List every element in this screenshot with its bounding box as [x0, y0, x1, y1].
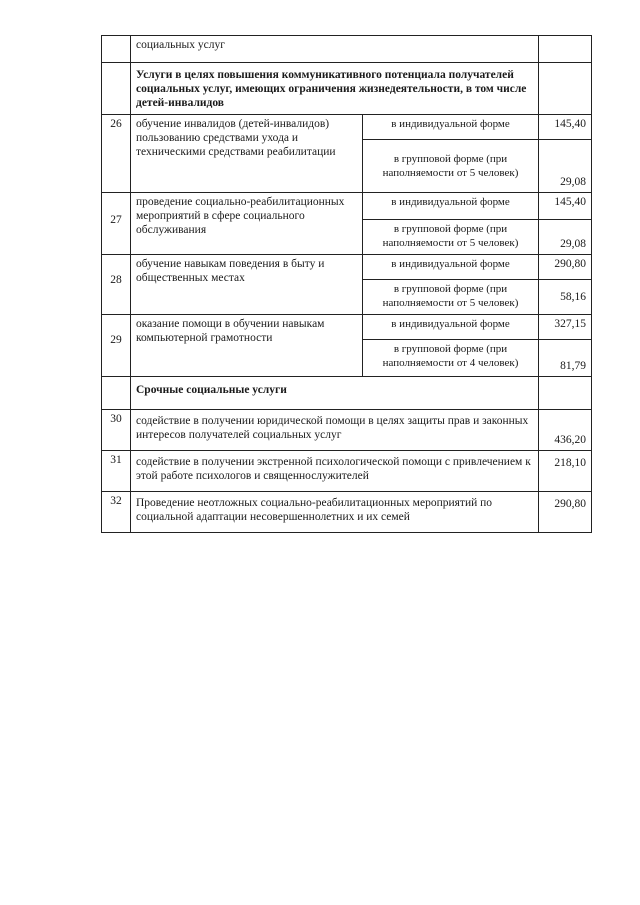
section-title-urgent: Срочные социальные услуги: [131, 377, 539, 410]
continuation-row: [102, 36, 592, 63]
row-number: 26: [102, 115, 131, 193]
section-header-row: [102, 377, 592, 410]
row-number: 27: [102, 193, 131, 255]
table-row: [102, 193, 592, 220]
table-cell-price: [539, 63, 592, 115]
form-individual: в индивидуальной форме: [363, 193, 539, 220]
table-row: [102, 315, 592, 340]
table-cell-num: [102, 63, 131, 115]
table-cell-price: [539, 377, 592, 410]
table-row: [102, 410, 592, 451]
price-individual: 290,80: [539, 255, 592, 280]
price: 218,10: [539, 451, 592, 492]
row-number: 31: [102, 451, 131, 492]
service-name: содействие в получении экстренной психологической помощи с привлечением к этой работе психологов и священнослужителей: [131, 451, 539, 492]
row-number: 29: [102, 315, 131, 377]
service-name: оказание помощи в обучении навыкам компьютерной грамотности: [131, 315, 363, 377]
service-name: обучение инвалидов (детей-инвалидов) пользованию средствами ухода и техническими средствами реабилитации: [131, 115, 363, 193]
price-group: 58,16: [539, 280, 592, 315]
form-group: в групповой форме (при наполняемости от 4 человек): [363, 340, 539, 377]
table-row: [102, 255, 592, 280]
price-individual: 145,40: [539, 193, 592, 220]
form-group: в групповой форме (при наполняемости от 5 человек): [363, 280, 539, 315]
price: 290,80: [539, 492, 592, 533]
row-number: 28: [102, 255, 131, 315]
table-cell-price: [539, 36, 592, 63]
row-number: 32: [102, 492, 131, 533]
form-group: в групповой форме (при наполняемости от 5 человек): [363, 140, 539, 193]
continuation-text: социальных услуг: [131, 36, 539, 63]
service-name: содействие в получении юридической помощи в целях защиты прав и законных интересов получателей социальных услуг: [131, 410, 539, 451]
table-row: [102, 451, 592, 492]
service-name: проведение социально-реабилитационных мероприятий в сфере социального обслуживания: [131, 193, 363, 255]
service-name: Проведение неотложных социально-реабилитационных мероприятий по социальной адаптации несовершеннолетних и их семей: [131, 492, 539, 533]
services-price-table: [101, 35, 592, 533]
section-header-row: [102, 63, 592, 115]
form-individual: в индивидуальной форме: [363, 115, 539, 140]
price-individual: 145,40: [539, 115, 592, 140]
section-title-communicative: Услуги в целях повышения коммуникативного потенциала получателей социальных услуг, имеющих ограничения жизнедеятельности, в том числе детей-инвалидов: [131, 63, 539, 115]
price-group: 29,08: [539, 140, 592, 193]
price-group: 29,08: [539, 220, 592, 255]
table-row: [102, 115, 592, 140]
price: 436,20: [539, 410, 592, 451]
price-individual: 327,15: [539, 315, 592, 340]
form-individual: в индивидуальной форме: [363, 255, 539, 280]
table-cell-num: [102, 36, 131, 63]
price-group: 81,79: [539, 340, 592, 377]
form-individual: в индивидуальной форме: [363, 315, 539, 340]
table-cell-num: [102, 377, 131, 410]
table-row: [102, 492, 592, 533]
service-name: обучение навыкам поведения в быту и общественных местах: [131, 255, 363, 315]
form-group: в групповой форме (при наполняемости от 5 человек): [363, 220, 539, 255]
row-number: 30: [102, 410, 131, 451]
